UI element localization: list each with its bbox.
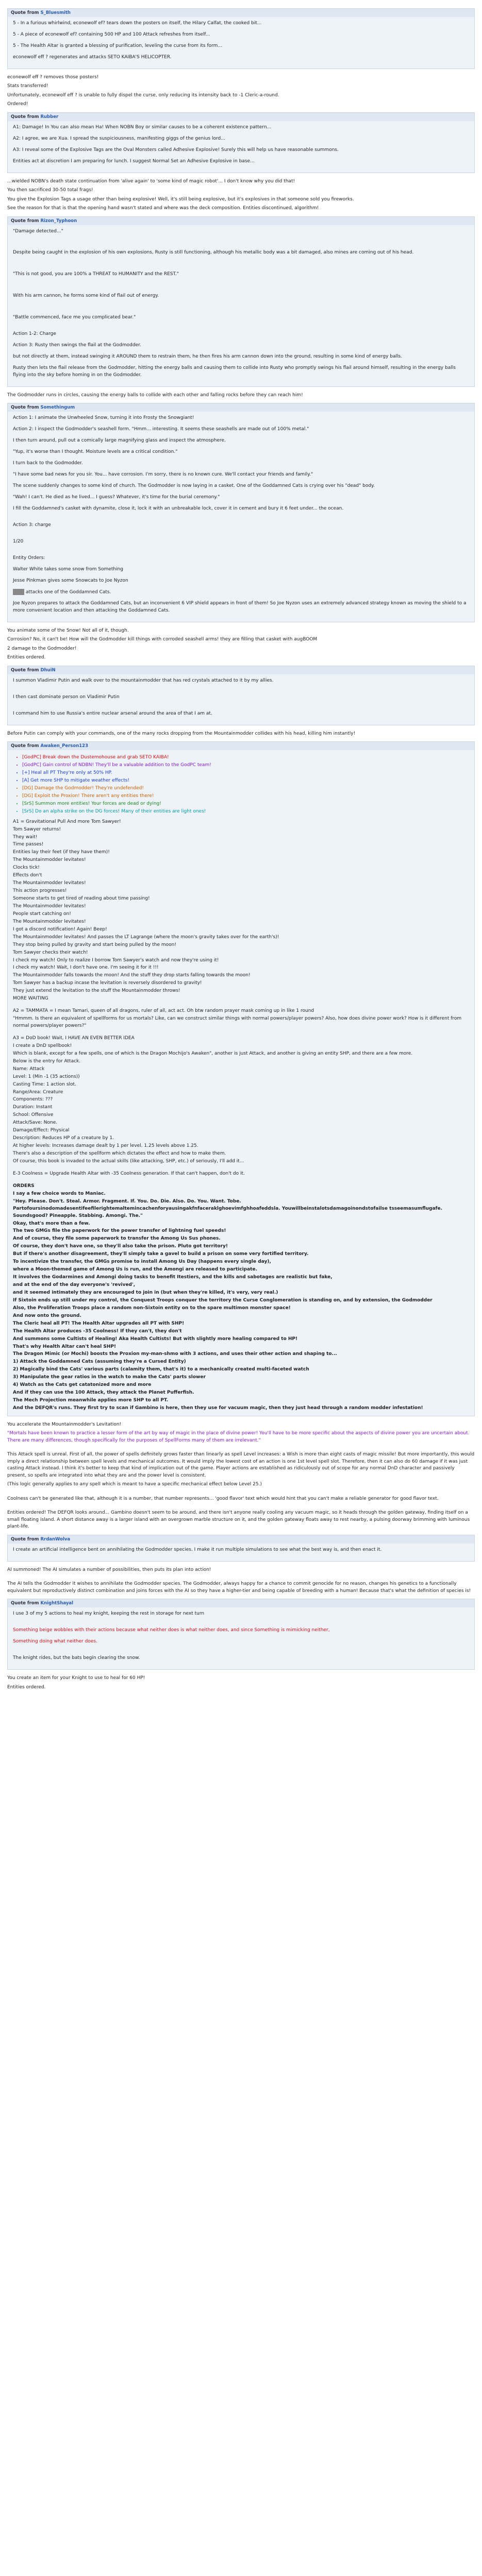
quote-text: There's also a description of the spellform which dictates the effect and how to make them. xyxy=(13,1151,226,1156)
quote-text: I check my watch! Only to realize I borrow Tom Sawyer's watch and now they're using it! xyxy=(13,957,219,963)
quote-block xyxy=(7,666,475,725)
quote-header: Quote from Somethingum xyxy=(8,403,474,412)
quote-text: The two GMGs file the paperwork for the power transfer of lightning fuel speeds! xyxy=(13,1228,226,1234)
reply-text xyxy=(7,1567,475,1595)
quote-text: Entity Orders: xyxy=(13,555,45,561)
quote-author-link[interactable]: RrdanWolva xyxy=(40,1536,71,1542)
quote-text: School: Offensive xyxy=(13,1112,54,1118)
quote-text: The Mountainmodder levitates! xyxy=(13,919,86,924)
reply-line: "Mortals have been known to practice a lesser form of the art by way of magic in the place of divine power! You'll have to be more specific about the aspects of divine power you are uncertain about. There are many differences, though specifically for the purposes of SpellForms many of them are irrelevant." xyxy=(7,1431,470,1443)
reply-text xyxy=(7,178,475,212)
quote-text: 3) Manipulate the gear ratios in the watch to make the Cats' parts slower xyxy=(13,1375,206,1380)
quote-text: The Mountainmodder levitates! xyxy=(13,857,86,863)
objective-item: • [SrS] Summon more entities! Your forces are dead or dying! xyxy=(22,801,469,808)
quote-text: A2: I agree, we are Xua. I spread the suspiciousness, manifesting giggs of the genius lord... xyxy=(13,135,225,141)
quote-header: Quote from S_Bluesmith xyxy=(8,9,474,17)
quote-text: They just extend the levitation to the stuff the Mountainmodder throws! xyxy=(13,988,180,994)
quote-text: "Hmmm. Is there an equivalent of spellforms for us mortals? Like, can we construct similar things with normal powers/player powers? Also, how does divine power work? How is it different from normal powers/player powers?" xyxy=(13,1016,462,1028)
quote-text: A3 = DoD book! Wait, I HAVE AN EVEN BETTER IDEA xyxy=(13,1035,135,1041)
reply-text xyxy=(7,392,475,399)
quote-text: "Yup, it's worse than I thought. Moisture levels are a critical condition." xyxy=(13,449,178,455)
reply-text xyxy=(7,74,475,108)
quote-text: Clocks tick! xyxy=(13,865,40,871)
reply-line: Entities ordered! The DEFQR looks around... Gambino doesn't seem to be around, and there isn't anyone really cooling any vacuum magic, so it heads through the golden gateway, finding itself on a small floating island. A short distance away is a larger island with an overgrown marble structure on it, and the golden gateway floats away to rest nearby, a pulsing doorway brimming with luminous plant-life. xyxy=(7,1510,470,1530)
quote-author-link[interactable]: Rizon_Typhoon xyxy=(40,218,77,224)
quote-author-link[interactable]: Rubber xyxy=(40,114,59,120)
quote-text: Also, the Proliferation Troops place a random non-Sixtoin entity on to the spare multimon monster space! xyxy=(13,1305,291,1311)
quote-text: Action 1-2: Charge xyxy=(13,331,56,337)
reply-line: Coolness can't be generated like that, although it is a number, that number represents... 'good flavor' text which would hint that you can't make a reliable generator for good flavor text. xyxy=(7,1496,439,1501)
objective-item: • [DG] Damage the Godmodder! They're undefended! xyxy=(22,785,469,792)
objective-item: • [GodPC] Gain control of NDBN! They'll be a valuable addition to the GodPC team! xyxy=(22,762,469,769)
quote-text: With his arm cannon, he forms some kind of flail out of energy. xyxy=(13,293,159,299)
quote-text: 5 - In a furious whirlwind, econewolf ef? tears down the posters on itself, the Hilary Calfat, the cooked bit... xyxy=(13,21,262,26)
quote-text: And summons some Cultists of Healing! Aka Health Cultists! But with slightly more healing compared to HP! xyxy=(13,1336,298,1342)
quote-text: "I have some bad news for you sir. You... have corrosion. I'm sorry, there is no known cure. We'll contact your friends and family." xyxy=(13,472,313,478)
quote-text: Jesse Pinkman gives some Snowcats to Joe Nyzon xyxy=(13,578,128,583)
reply-line: See the reason for that is that the opening hand wasn't stated and where was the deck composition. Entities discontinued, algorithm! xyxy=(7,206,319,211)
quote-text: Attack/Save: None. xyxy=(13,1120,58,1126)
reply-text xyxy=(7,731,475,738)
quote-text: A1 = Gravitational Pull And more Tom Sawyer! xyxy=(13,819,121,824)
quote-header: Quote from Rizon_Typhoon xyxy=(8,217,474,225)
reply-line: Before Putin can comply with your commands, one of the many rocks dropping from the Mountainmodder collides with his head, killing him instantly! xyxy=(7,731,356,736)
quote-text: I command him to use Russia's entire nuclear arsenal around the area of that I am at. xyxy=(13,710,212,716)
quote-text: At higher levels: Increases damage dealt by 1 per level. 1.25 levels above 1.25. xyxy=(13,1143,198,1149)
quote-text: attacks one of the Goddamned Cats. xyxy=(13,589,469,596)
quote-text: Walter White takes some snow from Something xyxy=(13,566,123,572)
quote-text: The Mountainmodder levitates! And passes the LT Lagrange (where the moon's gravity takes over for the earth's)! xyxy=(13,934,279,940)
reply-line: 2 damage to the Godmodder! xyxy=(7,646,77,651)
quote-header: Quote from Rubber xyxy=(8,113,474,121)
quote-lines xyxy=(13,819,469,1412)
quote-text: The Dragon Mimic (or Mochi) boosts the Proxion my-man-shmo with 3 actions, and uses their other action and shaping to... xyxy=(13,1351,337,1357)
quote-text: Something beige wobbles with their actions because what neither does is what neither does, and since Something is mimicking neither, xyxy=(13,1628,330,1633)
quote-text: I turn back to the Godmodder. xyxy=(13,461,83,466)
reply-text xyxy=(7,628,475,662)
quote-text: "Wah! I can't. He died as he lived... I guess? Whatever, it's time for the burial ceremony." xyxy=(13,494,220,500)
quote-text: If Sixtoin ends up still under my control, the Conquest Troops conquer the territory the Curse Conglomeration is standing on, and by extension, the Godmodder xyxy=(13,1297,433,1303)
quote-text: Casting Time: 1 action slot. xyxy=(13,1081,76,1087)
quote-text: ORDERS xyxy=(13,1183,35,1189)
quote-text: Action 2: I inspect the Godmodder's seashell form. "Hmm... interesting. It seems these seashells are made out of 100% metal." xyxy=(13,427,309,432)
objective-item: • [SrS] Do an alpha strike on the DG forces! Many of their entities are light ones! xyxy=(22,808,469,816)
reply-line: econewolf eff ? removes those posters! xyxy=(7,74,99,80)
quote-text: I fill the Goddamned's casket with dynamite, close it, lock it with an unbreakable lock, cover it in cement and bury it 6 feet under... the ocean. xyxy=(13,505,344,511)
quote-text: Name: Attack xyxy=(13,1066,45,1072)
quote-text: Description: Reduces HP of a creature by 1. xyxy=(13,1136,114,1141)
quote-text: Tom Sawyer has a backup incase the levitation is reversely disordered to gravity! xyxy=(13,980,202,986)
entity-icon xyxy=(13,589,24,595)
quote-text: They stop being pulled by gravity and start being pulled by the moon! xyxy=(13,942,176,947)
quote-text: Action 1: I animate the Unwheeled Snow, turning it into Frosty the Snowgiant! xyxy=(13,415,194,421)
quote-text: I create a DnD spellbook! xyxy=(13,1043,72,1048)
quote-text: Joe Nyzon prepares to attack the Goddamned Cats, but an inconvenient 6 VIP shield appears in front of them! So Joe Nyzon uses an extremely advanced strategy known as moving the shield to a more convenient location and then attacking the Goddamned Cats. xyxy=(13,600,467,613)
reply-text xyxy=(7,1675,475,1691)
quote-text: A3: I reveal some of the Explosive Tags are the Oval Monsters called Adhesive Explosive! Surely this will help us have reasonable summons. xyxy=(13,147,339,152)
quote-text: where a Moon-themed game of Among Us is run, and the Amongi are released to participate. xyxy=(13,1267,258,1273)
quote-body xyxy=(8,225,474,386)
quote-text: E-3 Coolness = Upgrade Health Altar with -35 Coolness generation. If that can't happen, don't do it. xyxy=(13,1171,245,1176)
quote-text: I then turn around, pull out a comically large magnifying glass and inspect the atmosphere. xyxy=(13,438,226,444)
quote-text: To incentivize the transfer, the GMGs promise to install Among Us Day (happens every single day), xyxy=(13,1259,271,1265)
quote-text: A2 = TAMMATA = I mean Tamari, queen of all dragons, ruler of all, act act. Oh btw random prayer mask coming up in like 1 round xyxy=(13,1008,314,1014)
quote-block xyxy=(7,403,475,622)
quote-text: The Mountainmodder falls towards the moon! And the stuff they drop starts falling towards the moon! xyxy=(13,973,251,978)
quote-block xyxy=(7,112,475,173)
quote-text: Action 3: Rusty then swings the flail at the Godmodder. xyxy=(13,343,141,348)
quote-body xyxy=(8,17,474,69)
quote-text: Of course, this book is invaded to the actual skills (like attacking, SHP, etc.) of seriously, I'll add it... xyxy=(13,1158,244,1164)
quote-text: The Cleric heal all PT! The Health Altar upgrades all PT with SHP! xyxy=(13,1320,185,1326)
quote-text: That's why Health Altar can't heal SHP! xyxy=(13,1344,117,1349)
quote-text: Duration: Instant xyxy=(13,1105,53,1110)
objective-item: • [A] Get more SHP to mitigate weather effects! xyxy=(22,777,469,785)
quote-text: 4) Watch as the Cats get catatonized more and more xyxy=(13,1382,152,1388)
reply-line: The AI tells the Godmodder it wishes to annihilate the Godmodder species. The Godmodder, always happy for a chance to commit genocide for no reason, changes his genetics to a functionally equivalent but reproductively distinct combination and joins forces with the AI so they have a higher-tier and being capable of breeding with a human! Because that's what the definition of species is! xyxy=(7,1581,471,1594)
quote-text: Entities act at discretion I am preparing for lunch. I suggest Normal Set an Adhesive Explosive in base... xyxy=(13,158,255,164)
quote-text: I summon Vladimir Putin and walk over to the mountainmodder that has red crystals attached to it by my allies. xyxy=(13,677,274,683)
quote-body xyxy=(8,121,474,173)
reply-line: You accelerate the Mountainmodder's Levitation! xyxy=(7,1421,122,1427)
quote-text: Time passes! xyxy=(13,842,44,848)
quote-text: I then cast dominate person on Vladimir Putin xyxy=(13,694,120,700)
quote-text: Of course, they don't have one, so they'll also take the prison. Pluto got territory! xyxy=(13,1244,228,1249)
quote-block xyxy=(7,741,475,1416)
quote-block xyxy=(7,216,475,387)
quote-text: 1/20 xyxy=(13,538,24,544)
quote-text: I say a few choice words to Maniac. xyxy=(13,1191,106,1196)
objective-item: • [+] Heal all PT They're only at 50% HP. xyxy=(22,770,469,777)
quote-header: Quote from DhuiN xyxy=(8,666,474,674)
quote-text: It involves the Godarmines and Amongi doing tasks to benefit Itestiers, and the kills and sabotages are realistic but fake, xyxy=(13,1275,333,1280)
quote-text: And of course, they file some paperwork to transfer the Among Us Sus phones. xyxy=(13,1236,221,1242)
quote-text: This action progresses! xyxy=(13,888,67,894)
quote-text: and at the end of the day everyone's 'revived', xyxy=(13,1282,136,1287)
reply-line: You then sacrificed 30-50 total frags! xyxy=(7,188,93,193)
reply-line: Ordered! xyxy=(7,101,28,107)
quote-text: "Battle commenced, face me you complicated bear." xyxy=(13,315,136,320)
quote-text: "Damage detected..." xyxy=(13,228,63,234)
quote-body xyxy=(8,1544,474,1561)
quote-text: Something doing what neither does. xyxy=(13,1639,97,1645)
objective-item: • [GodPC] Break down the Dustemohouse and grab SETO KAIBA! xyxy=(22,754,469,761)
quote-text: Components: ??? xyxy=(13,1097,53,1103)
quote-block xyxy=(7,8,475,69)
quote-text: I check my watch! Wait, I don't have one. I'm seeing it for it !!! xyxy=(13,965,159,971)
quote-text: but not directly at them, instead swinging it AROUND them to restrain them, he then fires his arm cannon down into the ground, resulting in some kind of energy balls. xyxy=(13,354,403,360)
quote-author-link[interactable]: Awaken_Person123 xyxy=(40,743,88,749)
quote-text: People start catching on! xyxy=(13,911,71,917)
objective-list xyxy=(22,754,469,816)
quote-text: I create an artificial intelligence bent on annihilating the Godmodder species. I make it run multiple simulations to see what the best way is, and then enact it. xyxy=(13,1547,382,1552)
quote-text: Effects don't xyxy=(13,873,42,878)
reply-line: (This logic generally applies to any spell which is meant to have a specific mechanical effect below Level 25.) xyxy=(7,1482,262,1487)
quote-header: Quote from RrdanWolva xyxy=(8,1535,474,1544)
quote-text: The scene suddenly changes to some kind of church. The Godmodder is now laying in a casket. One of the Goddamned Cats is crying over his "dead" body. xyxy=(13,483,375,488)
reply-line: The Godmodder runs in circles, causing the energy balls to collide with each other and falling rocks before they can reach him! xyxy=(7,392,303,398)
quote-text: The Mountainmodder levitates! xyxy=(13,880,86,886)
quote-author-link[interactable]: Somethingum xyxy=(40,405,75,411)
quote-text: "This is not good, you are 100% a THREAT to HUMANITY and the REST." xyxy=(13,272,179,277)
reply-line: ...wielded NOBN's death state continuation from 'alive again' to 'some kind of magic robot'... I don't know why you did that! xyxy=(7,178,295,184)
quote-text: "Hey. Please. Don't. Steal. Armor. Fragment. If. You. Do. Die. Also. Do. You. Want. Tobe. Partofoursinodomadesentifeefilerightemaltemincachenforyausingakfnfaceraklghoevimfghhoafeddsla. Youwillbeinstalotsdamagoinondstofailse tsseemasumflugafe. Soundsgood? Pineapple. Stabbing. Amongi. The." xyxy=(13,1198,442,1218)
quote-text: The Mech Projection meanwhile applies more SHP to all PT. xyxy=(13,1398,169,1403)
reply-line: Stats transferred! xyxy=(7,83,48,89)
quote-body xyxy=(8,412,474,621)
quote-text: I got a discord notification! Again! Beep! xyxy=(13,926,107,932)
quote-text: Tom Sawyer returns! xyxy=(13,826,61,832)
quote-text: The knight rides, but the bats begin clearing the snow. xyxy=(13,1655,140,1661)
quote-text: A1: Damage! In You can also mean Ha! When NOBN Boy or similar causes to be a coherent existence pattern... xyxy=(13,124,272,130)
quote-text: 2) Magically bind the Cats' various parts (calamity them, that's it) to a mechanically created multi-faceted watch xyxy=(13,1367,309,1372)
quote-text: Action 3: charge xyxy=(13,522,51,528)
quote-text: And now onto the ground. xyxy=(13,1313,81,1318)
quote-text: Which is blank, except for a few spells, one of which is the Dragon Mochijo's Awaken", another is just Attack, and another is giving an entity SHP, and there are a few more. xyxy=(13,1050,413,1056)
quote-text: and it seemed intimately they are encouraged to join in (but when they're killed, it's very, very real.) xyxy=(13,1290,278,1295)
quote-text: Okay, that's more than a few. xyxy=(13,1221,90,1226)
quote-author-link[interactable]: KnightShayal xyxy=(40,1601,74,1606)
quote-text: Tom Sawyer checks their watch! xyxy=(13,950,88,955)
quote-text: And the DEFQR's runs. They first try to scan if Gambino is here, then they use for vacuum magic, then they just head through a random modder infestation! xyxy=(13,1405,423,1411)
quote-text: econewolf eff ? regenerates and attacks SETO KAIBA'S HELICOPTER. xyxy=(13,54,172,60)
quote-text: 5 - The Health Altar is granted a blessing of purification, leveling the curse from its form... xyxy=(13,43,223,48)
quote-text: But if there's another disagreement, they'll simply take a gavel to build a prison on some very fortified territory. xyxy=(13,1251,309,1257)
quote-text: The Mountainmodder levitates! xyxy=(13,903,86,909)
quote-text: Damage/Effect: Physical xyxy=(13,1128,70,1133)
quote-header: Quote from Awaken_Person123 xyxy=(8,742,474,750)
quote-text: 5 - A piece of econewolf ef? containing 500 HP and 100 Attack refreshes from itself... xyxy=(13,31,210,37)
quote-body xyxy=(8,674,474,725)
quote-body xyxy=(8,750,474,1416)
quote-text: They wait! xyxy=(13,834,38,840)
quote-author-link[interactable]: S_Bluesmith xyxy=(40,10,71,15)
reply-line: Entities ordered. xyxy=(7,1684,46,1690)
quote-text: Below is the entry for Attack. xyxy=(13,1058,81,1064)
objective-item: • [DG] Exploit the Proxion! There aren't any entities there! xyxy=(22,793,469,800)
reply-line: You create an item for your Knight to use to heal for 60 HP! xyxy=(7,1675,145,1681)
quote-text: MORE WAITING xyxy=(13,996,48,1002)
quote-text: 1) Attack the Goddamned Cats (assuming they're a Cursed Entity) xyxy=(13,1359,186,1365)
quote-header: Quote from KnightShayal xyxy=(8,1599,474,1607)
reply-text xyxy=(7,1421,475,1531)
quote-block xyxy=(7,1535,475,1562)
reply-line: Unfortunately, econewolf eff ? is unable to fully dispel the curse, only reducing its intensity back to -1 Cleric-a-round. xyxy=(7,92,279,98)
quote-text: The Health Altar produces -35 Coolness! If they can't, they don't xyxy=(13,1328,182,1334)
reply-line: AI summoned! The AI simulates a number of possibilities, then puts its plan into action! xyxy=(7,1567,211,1572)
reply-line: Corrosion? No, it can't be! How will the Godmodder kill things with corroded seashell arms! they are filling that casket with augBOOM xyxy=(7,637,318,642)
reply-line: You give the Explosion Tags a usage other than being explosive! Well, it's still being explosive, but it's explosives in that someone sold you fireworks. xyxy=(7,196,354,202)
quote-text: Range/Area: Creature xyxy=(13,1089,63,1095)
quote-text: Level: 1 (Min -1 (35 actions)) xyxy=(13,1074,80,1079)
quote-author-link[interactable]: DhuiN xyxy=(40,667,56,673)
quote-block xyxy=(7,1599,475,1670)
quote-body xyxy=(8,1607,474,1669)
quote-text: And if they can use the 100 Attack, they attack the Planet Pufferfish. xyxy=(13,1390,194,1396)
quote-text: Someone starts to get tired of reading about time passing! xyxy=(13,896,150,901)
reply-line: This Attack spell is unreal. First of all, the power of spells definitely grows faster than linearly as spell Level increases: a Wish is more than eight casts of magic missile! But more importantly, this would imply a direct relationship between spell levels and mechanical outcomes. It would imply the lowest cost of an action is one 1st level spell slot. Therefore, then it can also do 60 damage if it was just casting Attack instead. I think it's better to keep that kind of implication out of the game. Player actions are established as ridiculously out of scope for any normal DnD character and passively present, so spells are integrated into what they are and the power level is consistent. xyxy=(7,1452,475,1478)
quote-text: Despite being caught in the explosion of his own explosions, Rusty is still functioning, although his metallic body was a bit damaged, also mines are coming out of his head. xyxy=(13,250,414,256)
quote-text: Rusty then lets the flail release from the Godmodder, hitting the energy balls and causing them to collide into Rusty who promptly swings his flail around himself, resulting in the energy balls flying into the sky before homing in on the Godmodder. xyxy=(13,365,456,378)
reply-line: Entities ordered. xyxy=(7,655,46,660)
reply-line: You animate some of the Snow! Not all of it, though. xyxy=(7,628,129,633)
quote-text: Entities lay their feet (if they have them)! xyxy=(13,850,110,855)
quote-text: I use 3 of my 5 actions to heal my knight, keeping the rest in storage for next turn xyxy=(13,1611,205,1617)
